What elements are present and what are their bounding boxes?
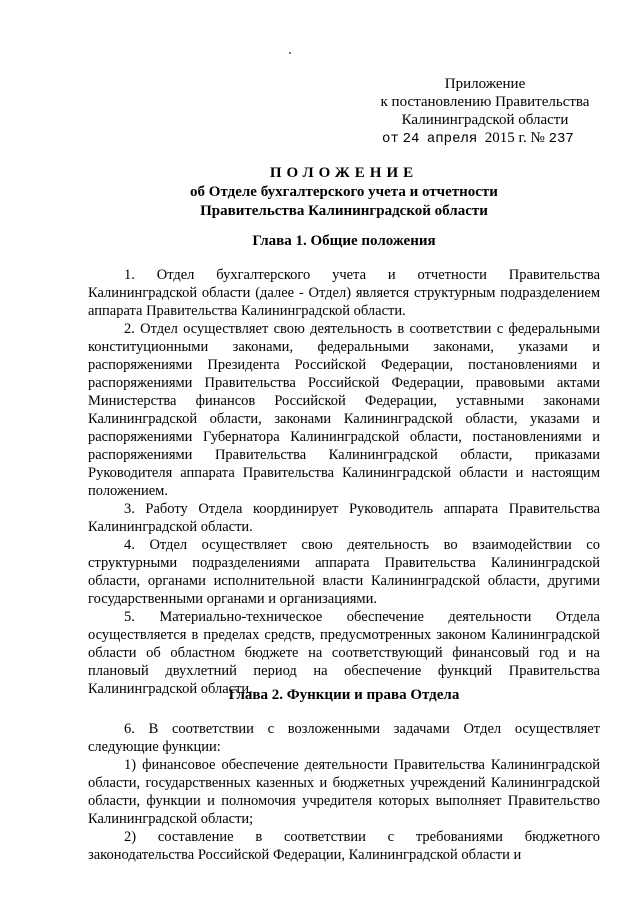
appendix-region-line: Калининградской области <box>401 112 569 128</box>
appendix-label: Приложение <box>444 76 526 92</box>
resolution-number: 237 <box>548 131 574 147</box>
date-year: 2015 г. <box>484 130 527 146</box>
date-prefix: от <box>382 131 399 147</box>
title-heading: ПОЛОЖЕНИЕ <box>269 165 419 181</box>
function-item-2: 2) составление в соответствии с требованиями бюджетного законодательства Российской Федерации, Калининградской области и <box>88 829 600 863</box>
chapter-1-text <box>88 266 600 698</box>
scan-speck <box>289 52 291 54</box>
title-organization: Правительства Калининградской области <box>200 203 488 219</box>
appendix-date-line <box>360 129 610 148</box>
function-item-1: 1) финансовое обеспечение деятельности Правительства Калининградской области, государственных казенных и бюджетных учреждений Калининградской области, функции и полномочия учредителя которых выполняет Правительство Калининградской области; <box>88 757 600 827</box>
chapter-2-heading: Глава 2. Функции и права Отдела <box>228 687 460 703</box>
document-title <box>88 164 600 221</box>
chapter-2-text <box>88 720 600 864</box>
chapter-1-heading: Глава 1. Общие положения <box>252 233 436 249</box>
paragraph-5: 5. Материально-техническое обеспечение деятельности Отдела осуществляется в пределах средств, предусмотренных законом Калининградской области об областном бюджете на соответствующий финансовый год и на плановый двухлетний период на обеспечение функций Правительства Калининградской области. <box>88 609 600 697</box>
paragraph-1: 1. Отдел бухгалтерского учета и отчетности Правительства Калининградской области (далее - Отдел) является структурным подразделением аппарата Правительства Калининградской области. <box>88 267 600 319</box>
appendix-block <box>360 75 610 148</box>
date-month: апреля <box>426 131 478 147</box>
paragraph-4: 4. Отдел осуществляет свою деятельность во взаимодействии со структурными подразделениями аппарата Правительства Калининградской области, органами исполнительной власти Калининградской области, другими государственными органами и организациями. <box>88 537 600 607</box>
date-day: 24 <box>402 131 420 147</box>
appendix-resolution-line: к постановлению Правительства <box>380 94 590 110</box>
title-subject: об Отделе бухгалтерского учета и отчетности <box>190 184 498 200</box>
paragraph-2: 2. Отдел осуществляет свою деятельность в соответствии с федеральными конституционными законами, федеральными законами, указами и распоряжениями Президента Российской Федерации, постановлениями и распоряжениями Правительства Российской Федерации, правовыми актами Министерства финансов Российской Федерации, уставными законами Калининградской области, законами Калининградской области, указами и распоряжениями Губернатора Калининградской области, постановлениями и распоряжениями Правительства Калининградской области, приказами Руководителя аппарата Правительства Калининградской области и настоящим положением. <box>88 321 600 499</box>
number-label: № <box>530 130 545 146</box>
paragraph-3: 3. Работу Отдела координирует Руководитель аппарата Правительства Калининградской области. <box>88 501 600 535</box>
paragraph-6: 6. В соответствии с возложенными задачами Отдел осуществляет следующие функции: <box>88 721 600 755</box>
